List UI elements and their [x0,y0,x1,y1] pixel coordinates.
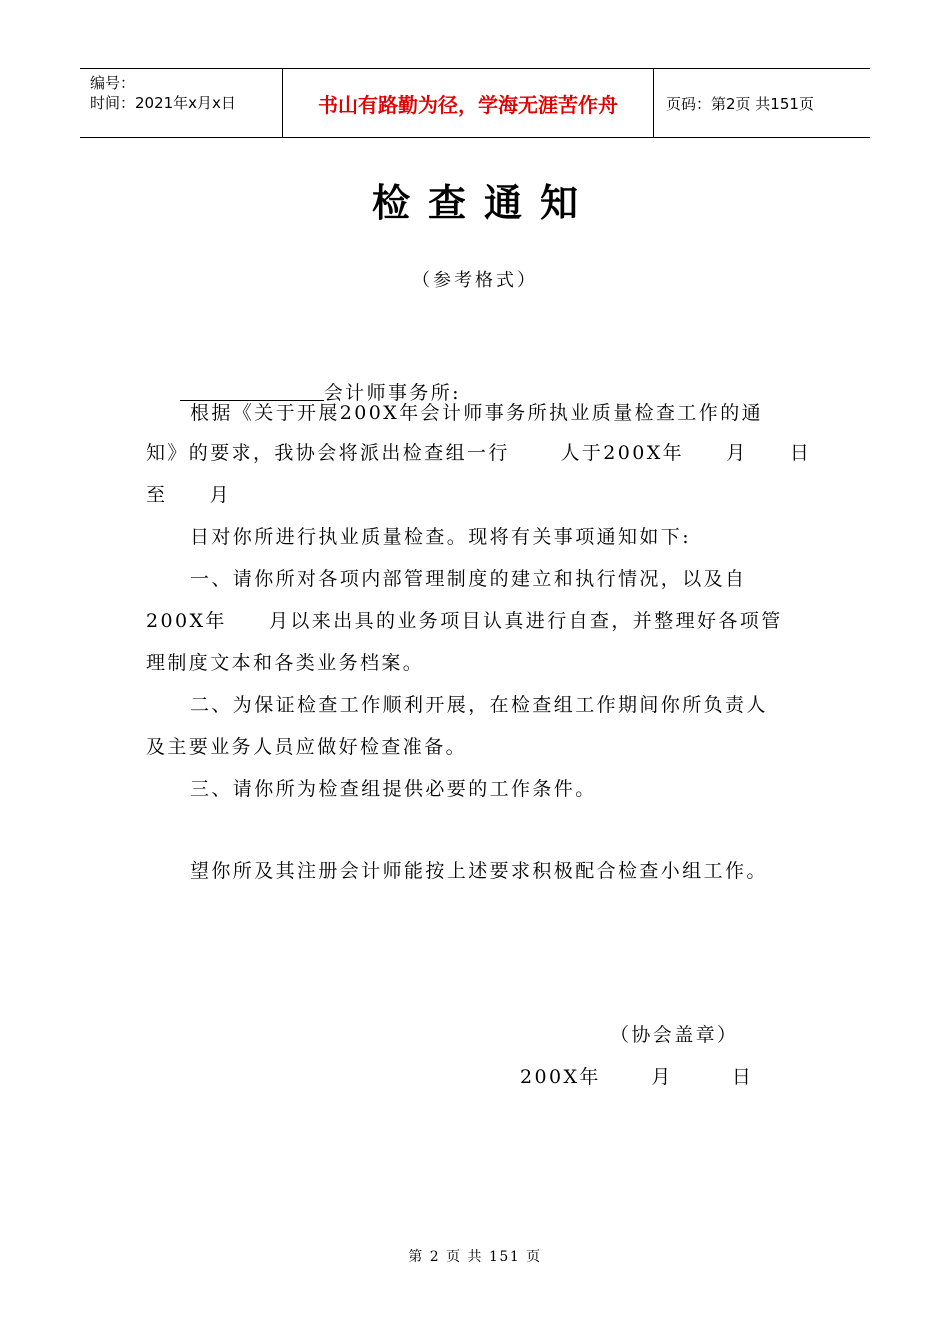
body-line-7: 理制度文本和各类业务档案。 [146,652,425,674]
page-footer: 第 2 页 共 151 页 [408,1249,542,1265]
header-page-code: 页码：第2页 共151页 [666,94,814,113]
page-header [80,68,870,138]
body-line-8: 二、为保证检查工作顺利开展，在检查组工作期间你所负责人 [190,694,768,716]
header-meta [80,69,282,137]
header-motto: 书山有路勤为径，学海无涯苦作舟 [282,69,654,137]
body-line-11: 望你所及其注册会计师能按上述要求积极配合检查小组工作。 [190,860,768,882]
body-line-1: 根据《关于开展200X年会计师事务所执业质量检查工作的通 [190,402,763,424]
body-line-2: 知》的要求，我协会将派出检查组一行 人于200X年 月 日 [146,442,812,464]
body-line-10: 三、请你所为检查组提供必要的工作条件。 [190,778,597,800]
time-label: 时间：2021年x月x日 [90,94,236,112]
body-line-3: 至 月 [146,484,231,506]
document-title: 检查通知 [371,181,596,225]
body-line-4: 日对你所进行执业质量检查。现将有关事项通知如下: [190,526,692,548]
body-line-6: 200X年 月以来出具的业务项目认真进行自查，并整理好各项管 [146,610,783,632]
body-line-5: 一、请你所对各项内部管理制度的建立和执行情况，以及自 [190,568,747,590]
document-date: 200X年 月 日 [520,1066,754,1088]
seal-text: （协会盖章） [610,1024,739,1046]
number-label: 编号： [90,74,136,92]
body-line-9: 及主要业务人员应做好检查准备。 [146,736,468,758]
document-subtitle: （参考格式） [412,270,538,291]
addressee: 会计师事务所: [323,382,461,404]
